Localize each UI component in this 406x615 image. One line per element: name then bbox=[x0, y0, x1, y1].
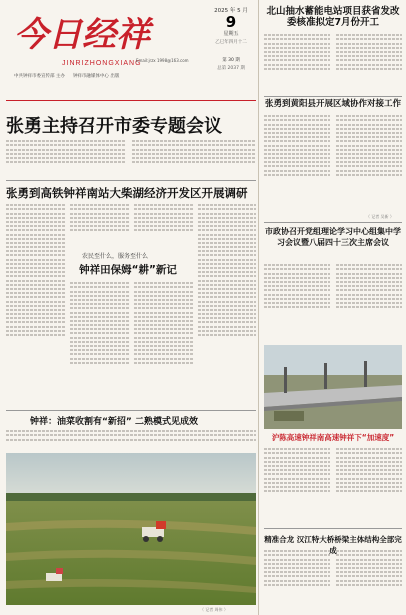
article-body-8 bbox=[134, 280, 194, 410]
article-body-6 bbox=[198, 202, 256, 412]
right-headline-3: 市政协召开党组理论学习中心组集中学习会议暨八届四十三次主席会议 bbox=[265, 227, 401, 247]
harvest-photo bbox=[6, 453, 256, 605]
article-body-3 bbox=[6, 202, 66, 412]
bridge-photo bbox=[264, 345, 402, 429]
masthead-pinyin: JINRIZHONGXIANG bbox=[62, 60, 142, 67]
second-headline: 张勇到高铁钟祥南站大柴湖经济开发区开展调研 bbox=[6, 186, 248, 200]
right-body-5a bbox=[264, 548, 330, 608]
contact-info: Email:jrzx 1998@163.com bbox=[136, 58, 189, 63]
right-body-2a bbox=[264, 113, 330, 213]
right-body-2b bbox=[336, 113, 402, 213]
producer-label: 钟祥市融媒体中心 出版 bbox=[72, 74, 120, 79]
article-body-2 bbox=[132, 138, 256, 178]
right-body-1a bbox=[264, 32, 330, 92]
right-body-3b bbox=[336, 262, 402, 338]
masthead-rule bbox=[6, 100, 256, 101]
right-body-3a bbox=[264, 262, 330, 338]
photo-credit: （ 记者 周伟 ） bbox=[200, 607, 228, 612]
section-rule bbox=[6, 180, 256, 181]
right-headline-1: 北山抽水蓄能电站项目获省发改委核准拟定7月份开工 bbox=[266, 6, 400, 28]
third-headline: 钟祥田保姆“耕”新记 bbox=[79, 264, 177, 276]
column-divider bbox=[258, 0, 259, 615]
newspaper-logo bbox=[12, 12, 182, 54]
date-weekday: 星期五 bbox=[223, 31, 239, 37]
date-box bbox=[208, 6, 254, 71]
right-headline-2: 张勇到黄阳县开展区域协作对接工作 bbox=[264, 99, 401, 109]
svg-text:今日经祥: 今日经祥 bbox=[14, 15, 150, 54]
construction-site-image bbox=[264, 345, 402, 429]
third-kicker: 农民至什么，服务至什么 bbox=[82, 253, 149, 260]
article-body-4 bbox=[70, 202, 130, 248]
right-rule-2 bbox=[264, 222, 402, 223]
field-harvester-image bbox=[6, 453, 256, 605]
right-credit: （ 记者 吴新 ） bbox=[366, 214, 394, 219]
right-rule-1 bbox=[264, 96, 402, 97]
article-body-1 bbox=[6, 138, 126, 178]
masthead-info bbox=[14, 74, 190, 80]
logo-calligraphy-icon bbox=[12, 12, 182, 54]
main-headline: 张勇主持召开市委专题会议 bbox=[6, 116, 222, 137]
article-body-9 bbox=[6, 428, 256, 450]
article-body-5 bbox=[134, 202, 194, 248]
masthead bbox=[6, 4, 196, 96]
fourth-headline: 钟祥：油菜收割有“新招” 二熟模式见成效 bbox=[30, 417, 198, 427]
date-day: 9 bbox=[225, 13, 237, 31]
section-rule-2 bbox=[6, 410, 256, 411]
right-body-4a bbox=[264, 446, 330, 522]
date-year-month: 2025 年 5 月 bbox=[214, 8, 248, 14]
right-body-1b bbox=[336, 32, 402, 92]
publisher-label: 中共钟祥市委宣传部 主办 bbox=[14, 74, 65, 79]
issue-total: 总第 2037 期 bbox=[217, 66, 245, 71]
right-body-5b bbox=[336, 548, 402, 608]
right-headline-4: 沪陈高速钟祥南高速钟祥下“加速度” bbox=[271, 433, 395, 442]
right-rule-3 bbox=[264, 528, 402, 529]
right-headline-5: 精准合龙 汉江特大桥桥梁主体结构全部完成 bbox=[264, 535, 402, 555]
issue-number: 第 30 期 bbox=[222, 58, 240, 63]
right-body-4b bbox=[336, 446, 402, 522]
article-body-7 bbox=[70, 280, 130, 410]
date-lunar: 乙巳年四月十二 bbox=[215, 40, 247, 45]
